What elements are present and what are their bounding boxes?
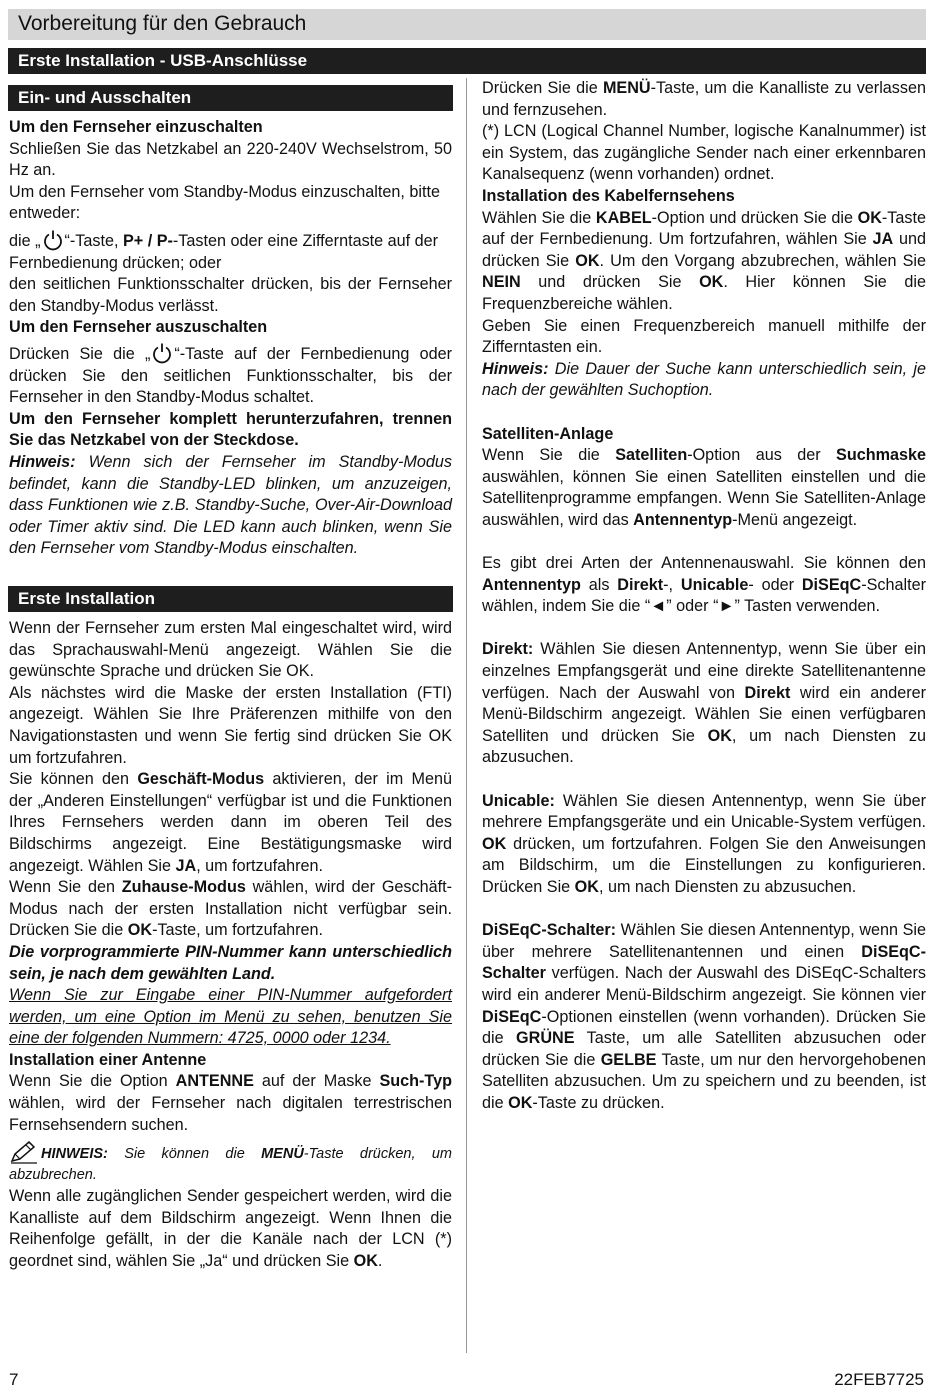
power-icon — [151, 342, 173, 364]
para-unicable: Unicable: Wählen Sie diesen Antennentyp, wenn Sie über mehrere Empfangsgeräte und ein Unicable-System verfügen. OK drücken, um fortzufahren. Folgen Sie den Anweisungen am Bildschirm, um die Einstellungen zu konfigurieren. Drücken Sie OK, um nach Diensten zu abzusuchen. — [482, 791, 926, 896]
para-full-off: Um den Fernseher komplett herunterzufahren, trennen Sie das Netzkabel von der Steckdose. — [9, 409, 452, 450]
para-turn-on-3: die „ “-Taste, P+ / P--Tasten oder eine Zifferntaste auf der Fernbedienung drücken; oder — [9, 229, 452, 274]
heading-turn-off: Um den Fernseher auszuschalten — [9, 318, 268, 337]
para-turn-on-2: Um den Fernseher vom Standby-Modus einzuschalten, bitte entweder: — [9, 182, 440, 223]
note-cable: Hinweis: Die Dauer der Suche kann unterschiedlich sein, je nach der gewählten Suchoption. — [482, 359, 926, 400]
note-standby: Hinweis: Wenn sich der Fernseher im Standby-Modus befindet, kann die Standby-LED blinken, um anzuzeigen, dass Funktionen wie z.B. Standby-Suche, Over-Air-Download oder Timer aktiv sind. Die LED kann auch blinken, wenn Sie den Fernseher vom Standby-Modus einschalten. — [9, 452, 452, 558]
heading-first-install: Erste Installation — [8, 586, 453, 612]
para-fi-3: Sie können den Geschäft-Modus aktivieren, der im Menü der „Anderen Einstellungen“ verfügbar ist und die Funktionen Ihres Fernsehers werden dann im oberen Teil des Bildschirms angezeigt. Eine Bestätigungsmaske wird angezeigt. Wählen Sie JA, um fortzufahren. — [9, 770, 452, 875]
pencil-icon — [9, 1140, 39, 1164]
heading-turn-on: Um den Fernseher einzuschalten — [9, 118, 263, 136]
para-menu-exit: Drücken Sie die MENÜ-Taste, um die Kanalliste zu verlassen und fernzusehen. — [482, 79, 926, 119]
para-turn-on-1: Schließen Sie das Netzkabel an 220-240V Wechselstrom, 50 Hz an. — [9, 139, 452, 180]
para-cable-freq: Geben Sie einen Frequenzbereich manuell mithilfe der Zifferntasten ein. — [482, 316, 926, 357]
para-pin-warning: Die vorprogrammierte PIN-Nummer kann unterschiedlich sein, je nach dem gewählten Land. — [9, 942, 452, 983]
para-direct: Direkt: Wählen Sie diesen Antennentyp, wenn Sie über ein einzelnes Empfangsgerät und eine direkte Satellitenantenne verfügen. Nach der Auswahl von Direkt wird ein anderer Menü-Bildschirm angezeigt. Wählen Sie einen verfügbaren Satelliten und drücken Sie OK, um nach Diensten zu abzusuchen. — [482, 640, 927, 767]
para-lcn: (*) LCN (Logical Channel Number, logische Kanalnummer) ist ein System, das zugängliche Sender nach einer erkennbaren Kanalsequenz (wenn vorhanden) ordnet. — [482, 122, 926, 184]
para-satellite: Wenn Sie die Satelliten-Option aus der Suchmaske auswählen, können Sie einen Satelliten einstellen und die Satellitenprogramme empfangen. Wenn Sie Satelliten-Anlage auswählen, wird das Antennentyp-Menü angezeigt. — [482, 446, 927, 529]
para-turn-on-4: den seitlichen Funktionsschalter drücken, bis der Fernseher den Standby-Modus verlässt. — [9, 275, 452, 315]
page-number: 7 — [9, 1370, 19, 1389]
right-column — [482, 78, 926, 1115]
left-column — [9, 117, 452, 560]
para-antenna-types: Es gibt drei Arten der Antennenauswahl. Sie können den Antennentyp als Direkt-, Unicable- oder DiSEqC-Schalter wählen, indem Sie die “◄” oder “►” Tasten verwenden. — [482, 554, 926, 616]
para-antenna-2: Wenn alle zugänglichen Sender gespeichert werden, wird die Kanalliste auf dem Bildschirm angezeigt. Wenn Ihnen die Reihenfolge gefällt, in der die Kanäle nach der LCN (*) geordnet sind, wählen Sie „Ja“ und drücken Sie OK. — [9, 1187, 452, 1271]
heading-antenna: Installation einer Antenne — [9, 1050, 207, 1069]
para-diseqc: DiSEqC-Schalter: Wählen Sie diesen Antennentyp, wenn Sie über mehrere Satellitenantennen und einen DiSEqC-Schalter verfügen. Nach der Auswahl des DiSEqC-Schalters wird ein anderer Menü-Bildschirm angezeigt. Sie können vier DiSEqC-Optionen einstellen (wenn vorhanden). Drücken Sie die GRÜNE Taste, um alle Satelliten abzusuchen oder drücken Sie die GELBE Taste, um nur den hervorgehobenen Satelliten abzusuchen. Um zu speichern und zu beenden, ist die OK-Taste zu drücken. — [482, 921, 926, 1112]
para-fi-4: Wenn Sie den Zuhause-Modus wählen, wird der Geschäft-Modus nach der ersten Installation nicht verfügbar sein. Drücken Sie die OK-Taste, um fortzufahren. — [9, 878, 452, 940]
heading-cable: Installation des Kabelfernsehens — [482, 186, 735, 205]
heading-on-off: Ein- und Ausschalten — [8, 85, 453, 111]
doc-code: 22FEB7725 — [834, 1370, 924, 1389]
note-menu-cancel: HINWEIS: Sie können die MENÜ-Taste drücken, um abzubrechen. — [9, 1140, 452, 1186]
para-cable: Wählen Sie die KABEL-Option und drücken Sie die OK-Taste auf der Fernbedienung. Um fortzufahren, wählen Sie JA und drücken Sie OK. Um den Vorgang abzubrechen, wählen Sie NEIN und drücken Sie OK. Hier können Sie die Frequenzbereiche wählen. — [482, 208, 927, 313]
page-title: Vorbereitung für den Gebrauch — [18, 12, 307, 35]
section-bar-usb: Erste Installation - USB-Anschlüsse — [8, 48, 926, 74]
para-pin-numbers: Wenn Sie zur Eingabe einer PIN-Nummer aufgefordert werden, um eine Option im Menü zu sehen, benutzen Sie eine der folgenden Nummern: 4725, 0000 oder 1234. — [9, 986, 452, 1048]
para-fi-2: Als nächstes wird die Maske der ersten Installation (FTI) angezeigt. Wählen Sie Ihre Präferenzen mithilfe von den Navigationstasten und wenn Sie fertig sind drücken Sie OK um fortzufahren. — [9, 683, 452, 767]
power-icon — [42, 229, 64, 251]
column-divider — [466, 78, 467, 1353]
para-turn-off: Drücken Sie die „ “-Taste auf der Fernbedienung oder drücken Sie den seitlichen Funktionsschalter, bis der Fernseher in den Standby-Modus schaltet. — [9, 342, 452, 409]
para-fi-1: Wenn der Fernseher zum ersten Mal eingeschaltet wird, wird das Sprachauswahl-Menü angezeigt. Wählen Sie die gewünschte Sprache und drücken Sie OK. — [9, 619, 452, 681]
heading-satellite: Satelliten-Anlage — [482, 424, 614, 443]
left-column-lower — [9, 618, 452, 1273]
page-title-band — [8, 9, 926, 40]
para-antenna-1: Wenn Sie die Option ANTENNE auf der Maske Such-Typ wählen, wird der Fernseher nach digitalen terrestrischen Fernsehsendern suchen. — [9, 1072, 452, 1134]
